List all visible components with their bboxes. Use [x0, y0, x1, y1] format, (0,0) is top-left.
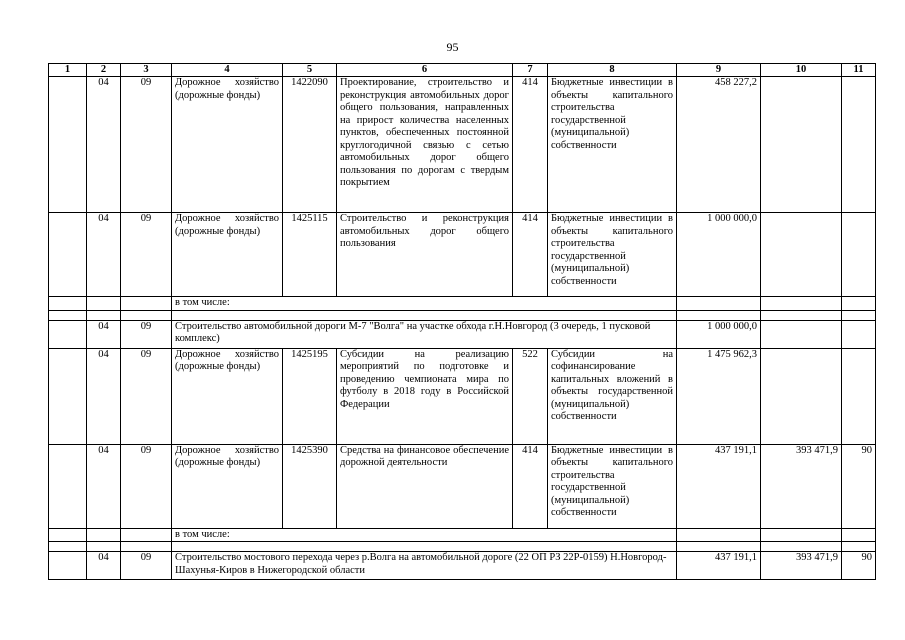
- cell-subsection-name: Дорожное хозяйство (дорожные фонды): [172, 348, 283, 444]
- column-header: 2: [87, 64, 121, 77]
- cell-section: 04: [87, 552, 121, 580]
- cell-target-name: Проектирование, строительство и реконструкция автомобильных дорог общего пользования, направленных на прирост количества населенных пунктов, обеспеченных постоянной круглогодичной связью с сетью автомобильных дорог общего пользования по дорогам с твердым покрытием: [337, 77, 513, 213]
- spacer-row: [49, 542, 876, 552]
- cell-amount: [677, 297, 761, 311]
- cell-target-code: 1425390: [283, 444, 337, 528]
- cell-subsection-name: Дорожное хозяйство (дорожные фонды): [172, 444, 283, 528]
- cell-amount-federal: [761, 348, 842, 444]
- budget-table: [48, 63, 876, 580]
- cell-amount-federal: [761, 528, 842, 542]
- cell-amount: 437 191,1: [677, 552, 761, 580]
- cell-target-name: Строительство и реконструкция автомобильных дорог общего пользования: [337, 213, 513, 297]
- cell-percent: 90: [842, 552, 876, 580]
- cell-col1: [49, 297, 87, 311]
- cell-section: 04: [87, 77, 121, 213]
- cell-amount-federal: 393 471,9: [761, 444, 842, 528]
- table-row: [49, 297, 876, 311]
- cell-subsection: [121, 528, 172, 542]
- cell-col1: [49, 552, 87, 580]
- cell-expense-type: 414: [513, 77, 548, 213]
- cell-subsection: 09: [121, 348, 172, 444]
- cell-target-code: 1425195: [283, 348, 337, 444]
- cell-col1: [49, 348, 87, 444]
- cell-amount: 458 227,2: [677, 77, 761, 213]
- cell-amount: 1 000 000,0: [677, 320, 761, 348]
- column-header: 7: [513, 64, 548, 77]
- cell-percent: [842, 528, 876, 542]
- cell-expense-type: 414: [513, 444, 548, 528]
- cell-percent: [842, 213, 876, 297]
- cell-expense-type-name: Бюджетные инвестиции в объекты капитального строительства государственной (муниципальной) собственности: [548, 444, 677, 528]
- cell-expense-type-name: Бюджетные инвестиции в объекты капитального строительства государственной (муниципальной) собственности: [548, 77, 677, 213]
- cell-subsection: 09: [121, 77, 172, 213]
- cell-expense-type-name: Субсидии на софинансирование капитальных вложений в объекты государственной (муниципальной) собственности: [548, 348, 677, 444]
- cell-percent: [842, 297, 876, 311]
- column-header: 10: [761, 64, 842, 77]
- cell-subsection-name: Дорожное хозяйство (дорожные фонды): [172, 77, 283, 213]
- cell-amount-federal: 393 471,9: [761, 552, 842, 580]
- cell-section: 04: [87, 348, 121, 444]
- column-header: 6: [337, 64, 513, 77]
- cell-percent: 90: [842, 444, 876, 528]
- cell-col1: [49, 444, 87, 528]
- column-header: 3: [121, 64, 172, 77]
- cell-section: 04: [87, 444, 121, 528]
- table-row: [49, 348, 876, 444]
- cell-subsection: 09: [121, 213, 172, 297]
- table-row: [49, 444, 876, 528]
- cell-percent: [842, 77, 876, 213]
- cell-target-code: 1425115: [283, 213, 337, 297]
- cell-amount-federal: [761, 213, 842, 297]
- cell-col1: [49, 77, 87, 213]
- cell-percent: [842, 320, 876, 348]
- cell-section: [87, 528, 121, 542]
- header-row: [49, 64, 876, 77]
- column-header: 9: [677, 64, 761, 77]
- including-label: в том числе:: [172, 528, 677, 542]
- column-header: 4: [172, 64, 283, 77]
- cell-amount: 437 191,1: [677, 444, 761, 528]
- column-header: 8: [548, 64, 677, 77]
- cell-amount: [677, 528, 761, 542]
- cell-amount: 1 000 000,0: [677, 213, 761, 297]
- including-label: в том числе:: [172, 297, 677, 311]
- column-header: 1: [49, 64, 87, 77]
- cell-target-code: 1422090: [283, 77, 337, 213]
- cell-subsection: 09: [121, 320, 172, 348]
- cell-subsection: 09: [121, 552, 172, 580]
- table-row: [49, 320, 876, 348]
- cell-target-name: Субсидии на реализацию мероприятий по подготовке и проведению чемпионата мира по футболу в 2018 году в Российской Федерации: [337, 348, 513, 444]
- cell-section: 04: [87, 213, 121, 297]
- cell-col1: [49, 320, 87, 348]
- cell-subsection-name: Дорожное хозяйство (дорожные фонды): [172, 213, 283, 297]
- page-number: 95: [446, 40, 459, 54]
- cell-section: [87, 297, 121, 311]
- cell-section: 04: [87, 320, 121, 348]
- cell-object-name: Строительство автомобильной дороги М-7 "Волга" на участке обхода г.Н.Новгород (3 очередь, 1 пусковой комплекс): [172, 320, 677, 348]
- spacer-row: [49, 310, 876, 320]
- cell-percent: [842, 348, 876, 444]
- column-header: 5: [283, 64, 337, 77]
- cell-amount-federal: [761, 320, 842, 348]
- cell-amount-federal: [761, 77, 842, 213]
- cell-expense-type: 414: [513, 213, 548, 297]
- cell-subsection: 09: [121, 444, 172, 528]
- cell-object-name: Строительство мостового перехода через р.Волга на автомобильной дороге (22 ОП РЗ 22Р-0159) Н.Новгород-Шахунья-Киров в Нижегородской области: [172, 552, 677, 580]
- cell-expense-type: 522: [513, 348, 548, 444]
- cell-col1: [49, 213, 87, 297]
- table-row: [49, 552, 876, 580]
- cell-subsection: [121, 297, 172, 311]
- cell-col1: [49, 528, 87, 542]
- table-row: [49, 77, 876, 213]
- cell-expense-type-name: Бюджетные инвестиции в объекты капитального строительства государственной (муниципальной) собственности: [548, 213, 677, 297]
- cell-target-name: Средства на финансовое обеспечение дорожной деятельности: [337, 444, 513, 528]
- cell-amount-federal: [761, 297, 842, 311]
- table-row: [49, 213, 876, 297]
- cell-amount: 1 475 962,3: [677, 348, 761, 444]
- table-row: [49, 528, 876, 542]
- column-header: 11: [842, 64, 876, 77]
